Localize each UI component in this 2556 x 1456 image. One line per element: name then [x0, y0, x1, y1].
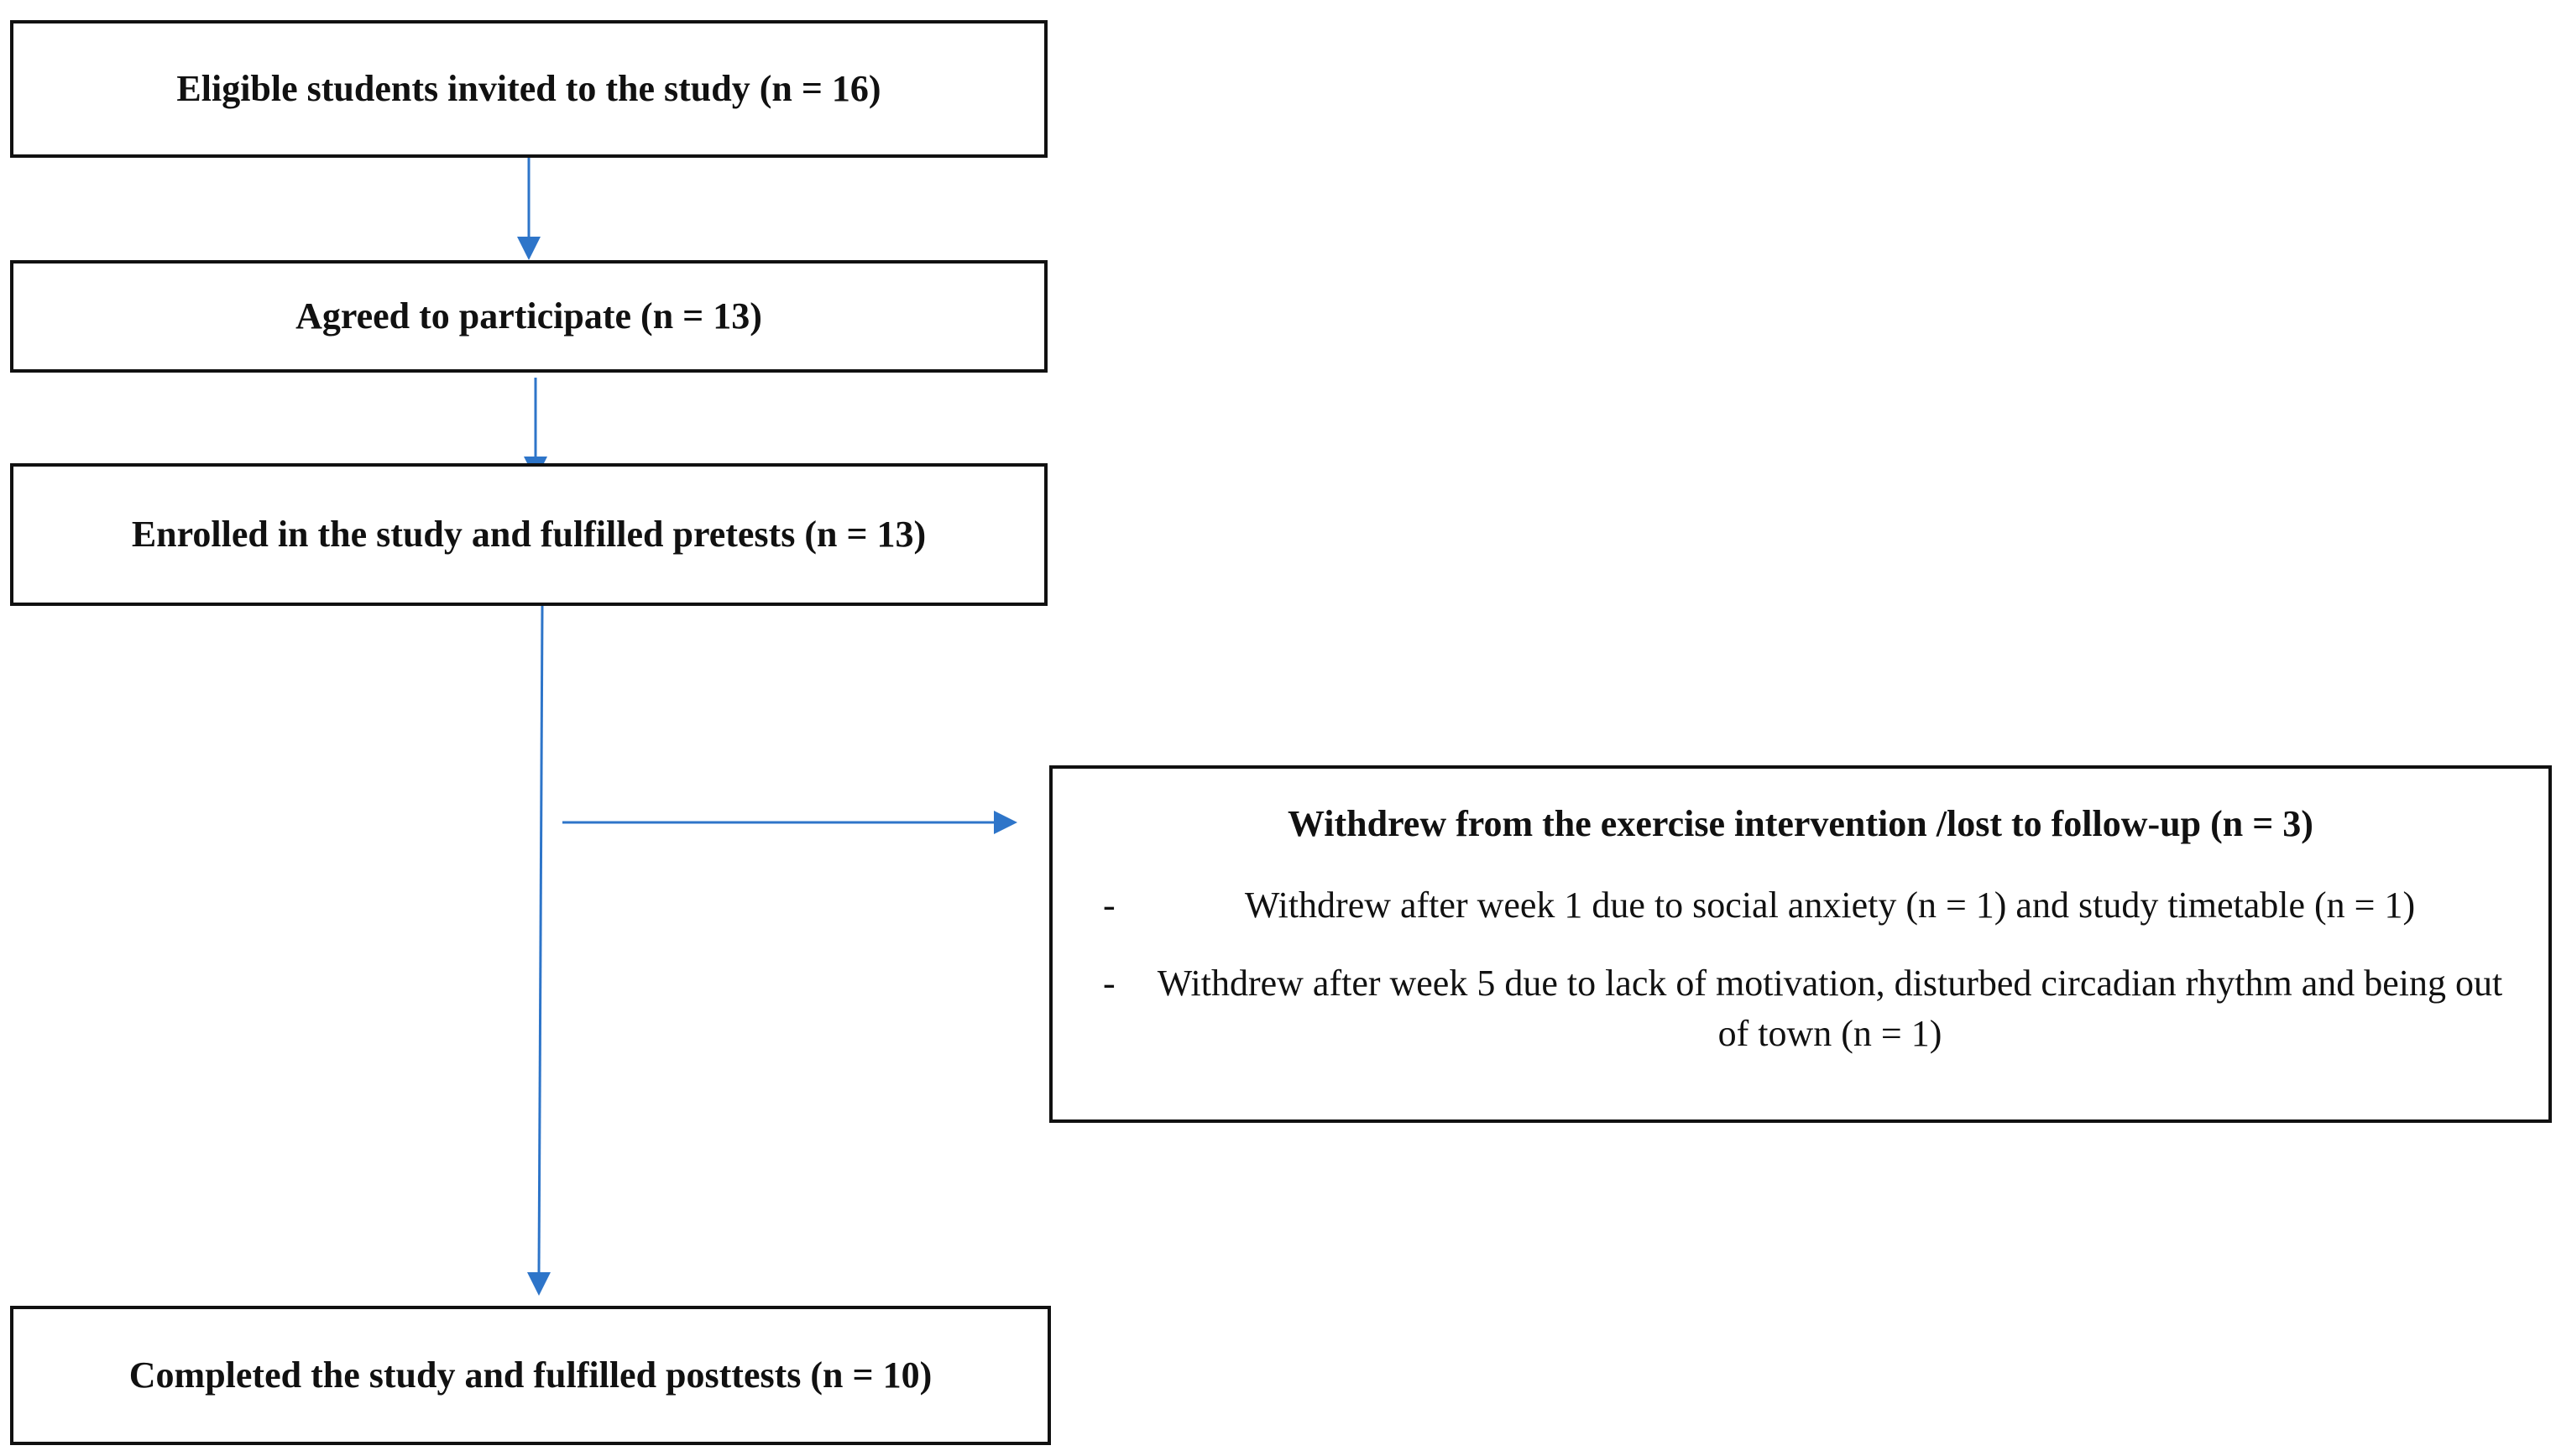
reason-text: Withdrew after week 1 due to social anxiety (n = 1) and study timetable (n = 1) [1244, 884, 2416, 926]
reason-bullet: - [1103, 963, 1116, 1005]
node-invited-label: Eligible students invited to the study (n = 16) [176, 67, 881, 109]
node-agreed [10, 260, 1048, 373]
node-enrolled [10, 463, 1048, 606]
node-withdrew-label: Withdrew from the exercise intervention /lost to follow-up (n = 3) [1288, 803, 2313, 844]
node-invited [10, 20, 1048, 158]
node-enrolled-label: Enrolled in the study and fulfilled pretests (n = 13) [131, 513, 927, 555]
node-completed [10, 1306, 1051, 1445]
reason-bullet: - [1103, 884, 1116, 926]
node-agreed-label: Agreed to participate (n = 13) [295, 295, 762, 337]
reason-text: Withdrew after week 5 due to lack of motivation, disturbed circadian rhythm and being out of town (n = 1) [1157, 963, 2503, 1054]
withdrew-reason-2 [1086, 958, 2515, 1058]
node-completed-label: Completed the study and fulfilled posttests (n = 10) [128, 1354, 933, 1396]
arrow-invited-to-agreed [517, 158, 541, 260]
withdrew-reason-1 [1086, 880, 2515, 930]
arrow-enrolled-to-withdrew [562, 811, 1017, 834]
node-withdrew [1049, 765, 2552, 1123]
arrow-enrolled-to-completed [527, 606, 551, 1296]
